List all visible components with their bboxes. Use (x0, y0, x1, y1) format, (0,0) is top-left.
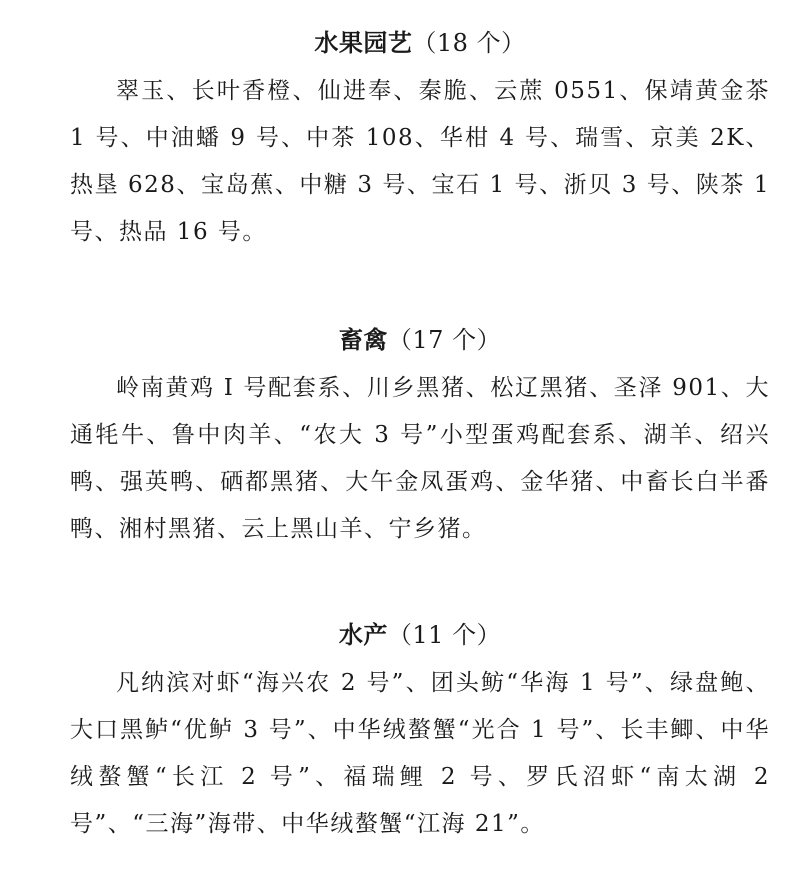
section-title-name: 畜禽 (338, 326, 388, 354)
section-title (70, 620, 770, 650)
section-body: 岭南黄鸡 I 号配套系、川乡黑猪、松辽黑猪、圣泽 901、大通牦牛、鲁中肉羊、“农大 3 号”小型蛋鸡配套系、湖羊、绍兴鸭、强英鸭、硒都黑猪、大午金凤蛋鸡、金华猪、中畜长白半番鸭、湘村黑猪、云上黑山羊、宁乡猪。 (70, 375, 770, 542)
section-fruit-horticulture (70, 28, 770, 256)
section-livestock-poultry (70, 325, 770, 553)
section-aquatic (70, 620, 770, 848)
section-body: 翠玉、长叶香橙、仙进奉、秦脆、云蔗 0551、保靖黄金茶 1 号、中油蟠 9 号、中茶 108、华柑 4 号、瑞雪、京美 2K、热垦 628、宝岛蕉、中糖 3 号、宝石 1 号、浙贝 3 号、陕茶 1 号、热品 16 号。 (70, 78, 770, 245)
section-title-count: （18 个） (412, 29, 526, 57)
section-title-name: 水产 (338, 621, 388, 649)
section-title-count: （11 个） (387, 621, 502, 649)
section-title-count: （17 个） (387, 326, 502, 354)
section-title (70, 325, 770, 355)
section-title-name: 水果园艺 (314, 29, 413, 57)
section-title (70, 28, 770, 58)
section-body: 凡纳滨对虾“海兴农 2 号”、团头鲂“华海 1 号”、绿盘鲍、大口黑鲈“优鲈 3 号”、中华绒螯蟹“光合 1 号”、长丰鲫、中华绒螯蟹“长江 2 号”、福瑞鲤 2 号、罗氏沼虾“南太湖 2 号”、“三海”海带、中华绒螯蟹“江海 21”。 (70, 670, 770, 837)
